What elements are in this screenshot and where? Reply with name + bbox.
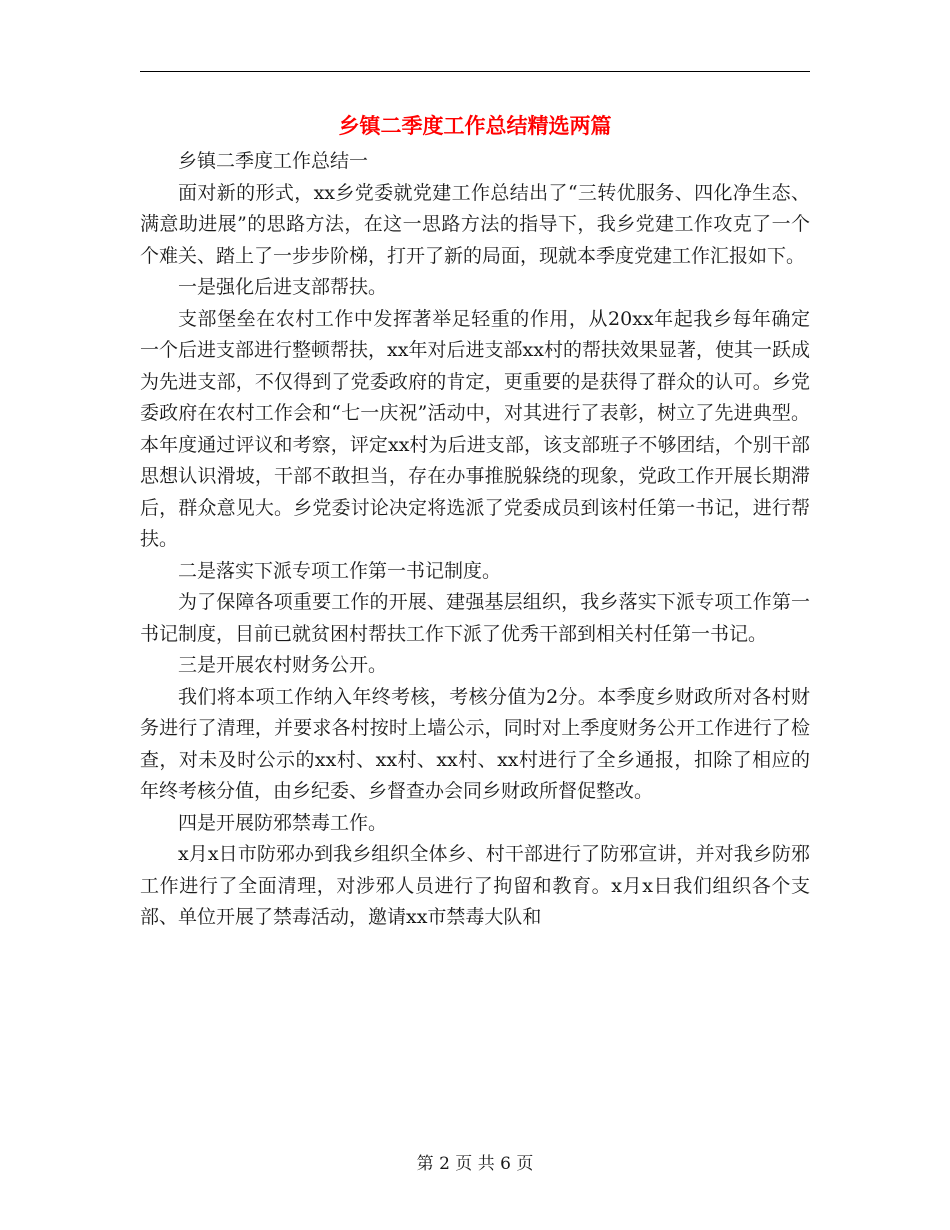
- section-heading: 乡镇二季度工作总结一: [178, 150, 369, 172]
- item-heading-4: 四是开展防邪禁毒工作。: [178, 811, 388, 834]
- item-heading-2: 二是落实下派专项工作第一书记制度。: [178, 559, 502, 582]
- item-paragraph-4: x月x日市防邪办到我乡组织全体乡、村干部进行了防邪宣讲，并对我乡防邪工作进行了全面清理，对涉邪人员进行了拘留和教育。x月x日我们组织各个支部、单位开展了禁毒活动，邀请xx市禁毒大队和: [140, 843, 810, 928]
- intro-paragraph: 面对新的形式，xx乡党委就党建工作总结出了“三转优服务、四化净生态、满意助进展”的思路方法，在这一思路方法的指导下，我乡党建工作攻克了一个个难关、踏上了一步步阶梯，打开了新的局面，现就本季度党建工作汇报如下。: [140, 181, 810, 267]
- item-paragraph-3: 我们将本项工作纳入年终考核，考核分值为2分。本季度乡财政所对各村财务进行了清理，并要求各村按时上墙公示，同时对上季度财务公开工作进行了检查，对未及时公示的xx村、xx村、xx村、xx村进行了全乡通报，扣除了相应的年终考核分值，由乡纪委、乡督查办会同乡财政所督促整改。: [140, 685, 810, 802]
- page-number: 第 2 页 共 6 页: [416, 1154, 534, 1174]
- item-heading-3: 三是开展农村财务公开。: [178, 654, 388, 676]
- document-title: 乡镇二季度工作总结精选两篇: [338, 113, 612, 138]
- header-rule: [140, 71, 810, 72]
- item-heading-1: 一是强化后进支部帮扶。: [178, 276, 388, 298]
- document-body: [140, 146, 810, 934]
- item-paragraph-2: 为了保障各项重要工作的开展、建强基层组织，我乡落实下派专项工作第一书记制度，目前已就贫困村帮扶工作下派了优秀干部到相关村任第一书记。: [140, 591, 810, 645]
- item-paragraph-1: 支部堡垒在农村工作中发挥著举足轻重的作用，从20xx年起我乡每年确定一个后进支部进行整顿帮扶，xx年对后进支部xx村的帮扶效果显著，使其一跃成为先进支部，不仅得到了党委政府的肯定，更重要的是获得了群众的认可。乡党委政府在农村工作会和“七一庆祝”活动中，对其进行了表彰，树立了先进典型。本年度通过评议和考察，评定xx村为后进支部，该支部班子不够团结，个别干部思想认识滑坡，干部不敢担当，存在办事推脱躲绕的现象，党政工作开展长期滞后，群众意见大。乡党委讨论决定将选派了党委成员到该村任第一书记，进行帮扶。: [140, 307, 810, 550]
